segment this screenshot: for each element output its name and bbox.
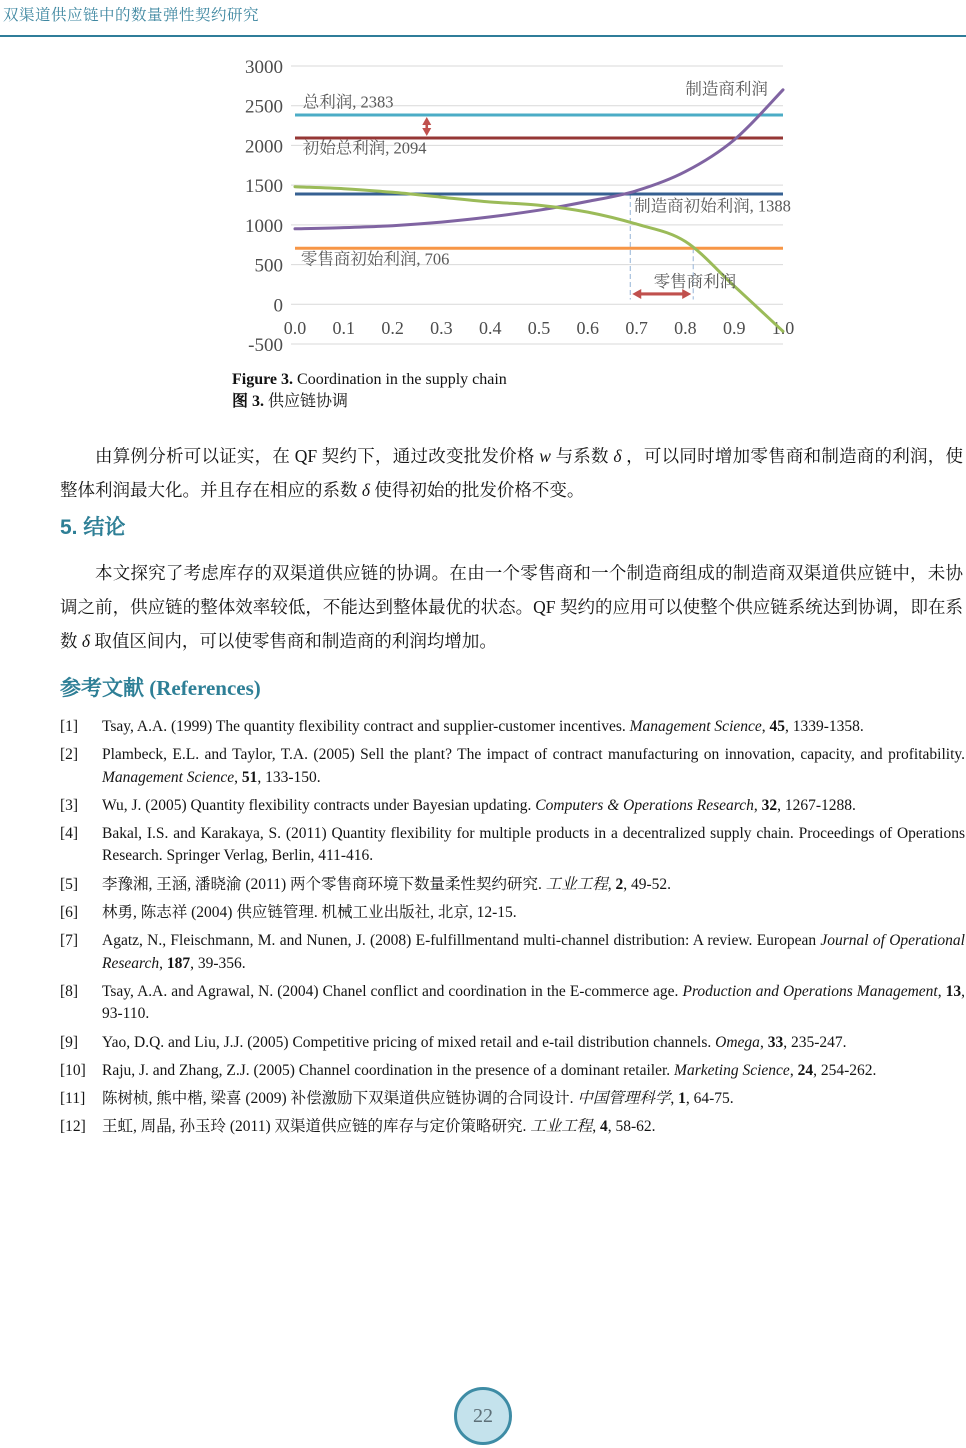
reference-text: Agatz, N., Fleischmann, M. and Nunen, J. (2008) E-fulfillmentand multi-channel distribution: A review. European Journal of Operational Research, 187, 39-356.	[102, 932, 965, 972]
reference-item	[60, 795, 965, 817]
y-axis-tick-label: 0	[273, 295, 283, 317]
x-axis-tick-label: 0.8	[674, 318, 697, 338]
reference-item	[60, 1116, 965, 1138]
reference-item	[60, 823, 965, 868]
chart-annotation-label: 制造商初始利润, 1388	[634, 196, 791, 216]
arrowhead	[422, 117, 431, 125]
x-axis-tick-label: 0.5	[527, 318, 551, 338]
figure-label-en: Figure 3.	[232, 371, 294, 388]
chart-annotation-label: 零售商利润	[653, 271, 737, 291]
reference-text: 李豫湘, 王涵, 潘晓渝 (2011) 两个零售商环境下数量柔性契约研究. 工业工程, 2, 49-52.	[102, 875, 672, 893]
reference-number: [2]	[60, 746, 79, 764]
reference-text: Tsay, A.A. (1999) The quantity flexibility contract and supplier-customer incentives. Management Science, 45, 1339-1358.	[102, 718, 864, 735]
reference-number: [11]	[60, 1090, 86, 1108]
x-axis-tick-label: 1.0	[771, 318, 795, 338]
chart-annotation-label: 零售商初始利润, 706	[300, 249, 450, 269]
page-header	[0, 0, 966, 37]
reference-number: [3]	[60, 796, 79, 814]
y-axis-tick-label: 3000	[245, 57, 283, 78]
reference-text: Wu, J. (2005) Quantity flexibility contracts under Bayesian updating. Computers & Operations Research, 32, 1267-1288.	[102, 796, 856, 814]
x-axis-tick-label: 0.3	[430, 318, 453, 338]
chart-annotation-label: 制造商利润	[685, 79, 768, 99]
reference-text: 陈树桢, 熊中楷, 梁喜 (2009) 补偿激励下双渠道供应链协调的合同设计. 中国管理科学, 1, 64-75.	[102, 1090, 734, 1108]
reference-text: Tsay, A.A. and Agrawal, N. (2004) Chanel conflict and coordination in the E-commerce age. Production and Operations Management, 13, 93-110.	[102, 982, 965, 1023]
reference-item	[60, 981, 965, 1026]
reference-text: Raju, J. and Zhang, Z.J. (2005) Channel coordination in the presence of a dominant retailer. Marketing Science, 24, 254-262.	[102, 1061, 877, 1079]
reference-number: [6]	[60, 904, 79, 922]
running-title: 双渠道供应链中的数量弹性契约研究	[3, 7, 260, 24]
y-axis-tick-label: -500	[248, 335, 283, 356]
figure-label-zh: 图 3.	[232, 393, 265, 410]
x-axis-tick-label: 0.1	[332, 318, 356, 338]
arrowhead	[632, 289, 641, 299]
analysis-paragraph: 由算例分析可以证实，在 QF 契约下，通过改变批发价格 w 与系数 δ ，可以同时增加零售商和制造商的利润，使整体利润最大化。并且存在相应的系数 δ 使得初始的批发价格不变。	[60, 446, 964, 500]
reference-text: Bakal, I.S. and Karakaya, S. (2011) Quantity flexibility for multiple products in a decentralized supply chain. Proceedings of Operations Research. Springer Verlag, Berlin, 411-416.	[102, 825, 965, 865]
chart-annotation-label: 总利润, 2383	[302, 92, 394, 112]
reference-number: [10]	[60, 1061, 86, 1079]
reference-number: [9]	[60, 1033, 79, 1051]
reference-item	[60, 1032, 965, 1054]
reference-item	[60, 902, 965, 924]
figure-caption-zh: 图 3. 供应链协调	[232, 393, 349, 410]
reference-item	[60, 1088, 965, 1110]
reference-item	[60, 1060, 965, 1082]
reference-number: [1]	[60, 718, 79, 735]
page-number-badge	[454, 1387, 512, 1445]
reference-number: [8]	[60, 982, 79, 1000]
x-axis-tick-label: 0.7	[625, 318, 648, 338]
y-axis-tick-label: 2500	[245, 96, 283, 118]
reference-item	[60, 874, 965, 896]
conclusion-paragraph: 本文探究了考虑库存的双渠道供应链的协调。在由一个零售商和一个制造商组成的制造商双渠道供应链中，未协调之前，供应链的整体效率较低，不能达到整体最优的状态。QF 契约的应用可以使整个供应链系统达到协调，即在系数 δ 取值区间内，可以使零售商和制造商的利润均增加。	[60, 563, 963, 651]
reference-number: [5]	[60, 875, 79, 893]
y-axis-tick-label: 1000	[245, 215, 283, 237]
figure-caption-en: Figure 3. Coordination in the supply chain	[232, 371, 507, 388]
y-axis-tick-label: 500	[254, 255, 283, 277]
figure3-chart	[225, 53, 965, 365]
x-axis-tick-label: 0.6	[576, 318, 600, 338]
reference-item	[60, 716, 965, 738]
chart-annotation-label: 初始总利润, 2094	[302, 138, 427, 158]
reference-text: 林勇, 陈志祥 (2004) 供应链管理. 机械工业出版社, 北京, 12-15.	[102, 904, 517, 922]
reference-number: [12]	[60, 1118, 86, 1136]
section-heading-conclusion: 5. 结论	[60, 516, 126, 539]
arrowhead	[422, 128, 431, 136]
supply-chain-coordination-plot	[225, 53, 965, 365]
reference-text: 王虹, 周晶, 孙玉玲 (2011) 双渠道供应链的库存与定价策略研究. 工业工程, 4, 58-62.	[102, 1118, 656, 1136]
figure-caption	[232, 369, 507, 413]
y-axis-tick-label: 1500	[245, 176, 283, 198]
x-axis-tick-label: 0.0	[283, 318, 307, 338]
references-heading: 参考文献 (References)	[60, 676, 261, 700]
x-axis-tick-label: 0.2	[381, 318, 404, 338]
reference-number: [4]	[60, 825, 79, 843]
reference-item	[60, 930, 965, 975]
reference-item	[60, 744, 965, 789]
reference-text: Plambeck, E.L. and Taylor, T.A. (2005) Sell the plant? The impact of contract manufacturing on innovation, capacity, and profitability. Management Science, 51, 133-150.	[102, 746, 965, 786]
references-list	[60, 716, 965, 1145]
reference-text: Yao, D.Q. and Liu, J.J. (2005) Competitive pricing of mixed retail and e-tail distribution channels. Omega, 33, 235-247.	[102, 1033, 847, 1051]
reference-number: [7]	[60, 932, 79, 950]
page-number: 22	[473, 1404, 493, 1427]
y-axis-tick-label: 2000	[245, 136, 283, 158]
x-axis-tick-label: 0.4	[478, 318, 502, 338]
x-axis-tick-label: 0.9	[722, 318, 746, 338]
